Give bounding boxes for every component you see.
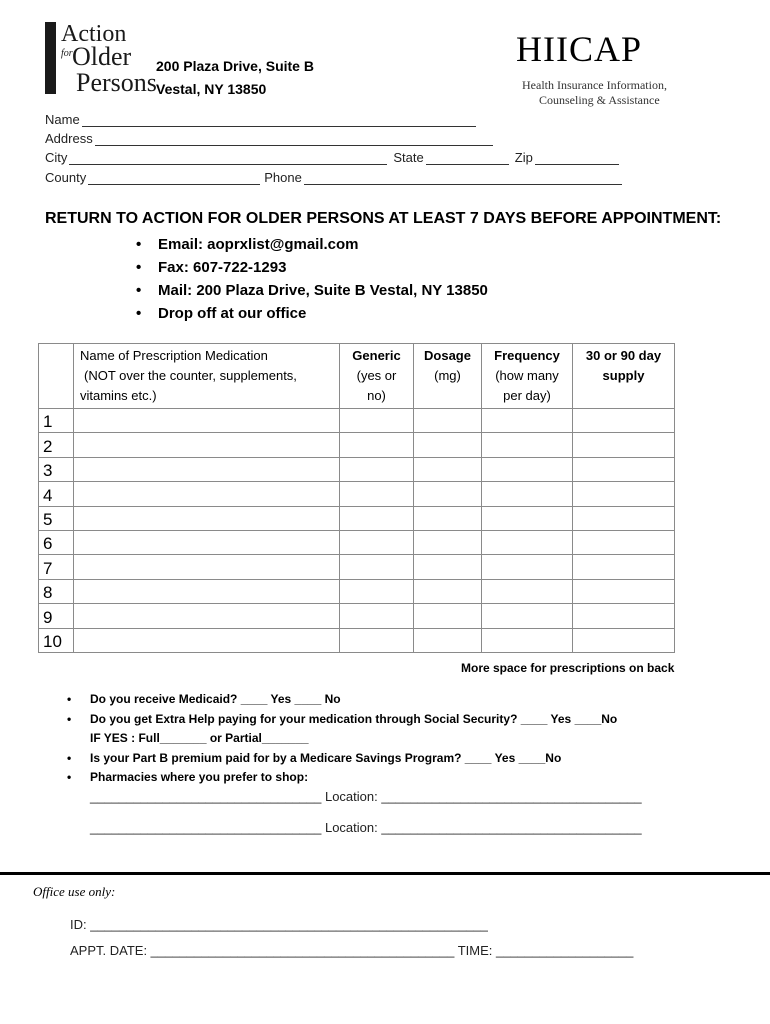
- generic-cell[interactable]: [340, 530, 414, 554]
- generic-cell[interactable]: [340, 628, 414, 652]
- zip-label: Zip: [514, 150, 533, 165]
- logo-older-text: Older: [72, 42, 132, 71]
- supply-header-line2: supply: [602, 368, 645, 383]
- supply-cell[interactable]: [573, 604, 675, 628]
- question-part-b-text: Is your Part B premium paid for by a Medicare Savings Program? ____ Yes ____No: [90, 750, 562, 765]
- question-medicaid-text: Do you receive Medicaid? ____ Yes ____ No: [90, 692, 341, 706]
- hiicap-subtitle-line1: Health Insurance Information,: [522, 78, 667, 92]
- generic-header-line1: Generic: [352, 348, 401, 363]
- logo-persons-text: Persons: [76, 68, 157, 97]
- question-extra-help-detail: [67, 729, 617, 749]
- name-field[interactable]: [82, 114, 476, 127]
- medication-cell[interactable]: [74, 457, 340, 481]
- org-address-line2: Vestal, NY 13850: [156, 81, 267, 97]
- row-number: 7: [39, 555, 74, 579]
- row-number: 4: [39, 482, 74, 506]
- hiicap-logo: HIICAP: [516, 29, 643, 69]
- row-number: 3: [39, 457, 74, 481]
- office-use-label: Office use only:: [33, 884, 116, 899]
- dosage-cell[interactable]: [414, 628, 482, 652]
- logo-bar: [45, 22, 56, 94]
- frequency-header-line3: per day): [503, 388, 551, 403]
- frequency-cell[interactable]: [482, 506, 573, 530]
- question-extra-help-text: Do you get Extra Help paying for your medication through Social Security? ____ Yes ____No: [90, 711, 618, 726]
- medication-cell[interactable]: [74, 482, 340, 506]
- dosage-cell[interactable]: [414, 433, 482, 457]
- pharmacy-line-2[interactable]: ________________________________ Location: ____________________________________: [90, 820, 642, 835]
- table-row: [39, 530, 675, 554]
- address-label: Address: [45, 131, 93, 146]
- state-field[interactable]: [426, 152, 509, 165]
- medication-cell[interactable]: [74, 530, 340, 554]
- supply-header-line1: 30 or 90 day: [585, 348, 662, 363]
- question-extra-help-detail-text: IF YES : Full_______ or Partial_______: [90, 731, 309, 745]
- table-row: [39, 409, 675, 433]
- bullet-icon: •: [67, 750, 72, 765]
- row-number: 9: [39, 604, 74, 628]
- medication-header-line2: (NOT over the counter, supplements,: [84, 368, 297, 383]
- generic-header-line2: (yes or: [356, 368, 397, 383]
- dosage-header: [414, 344, 482, 409]
- dosage-header-line2: (mg): [434, 368, 461, 383]
- more-space-note: More space for prescriptions on back: [461, 661, 675, 675]
- bullet-icon: •: [67, 770, 72, 784]
- medication-header-line3: vitamins etc.): [80, 388, 157, 403]
- pharmacy-line-1[interactable]: ________________________________ Location: ____________________________________: [90, 789, 642, 804]
- name-label: Name: [45, 112, 80, 127]
- supply-cell[interactable]: [573, 579, 675, 603]
- table-row: [39, 604, 675, 628]
- table-row: [39, 457, 675, 481]
- phone-label: Phone: [264, 170, 302, 185]
- table-row: [39, 433, 675, 457]
- generic-cell[interactable]: [340, 604, 414, 628]
- row-number: 2: [39, 433, 74, 457]
- supply-cell[interactable]: [573, 506, 675, 530]
- dosage-header-line1: Dosage: [424, 348, 471, 363]
- return-method-dropoff: • Drop off at our office: [136, 302, 488, 325]
- row-number: 6: [39, 530, 74, 554]
- return-method-mail: • Mail: 200 Plaza Drive, Suite B Vestal, NY 13850: [136, 279, 488, 302]
- generic-cell[interactable]: [340, 409, 414, 433]
- medication-cell[interactable]: [74, 579, 340, 603]
- frequency-cell[interactable]: [482, 409, 573, 433]
- questions-list: [67, 690, 617, 788]
- supply-cell[interactable]: [573, 409, 675, 433]
- dosage-cell[interactable]: [414, 604, 482, 628]
- return-heading: RETURN TO ACTION FOR OLDER PERSONS AT LEAST 7 DAYS BEFORE APPOINTMENT:: [45, 210, 722, 227]
- table-row: [39, 482, 675, 506]
- supply-cell[interactable]: [573, 433, 675, 457]
- phone-field[interactable]: [304, 172, 622, 185]
- table-row: [39, 555, 675, 579]
- address-row: [45, 131, 493, 146]
- medication-cell[interactable]: [74, 506, 340, 530]
- supply-cell[interactable]: [573, 457, 675, 481]
- row-number: 8: [39, 579, 74, 603]
- medication-cell[interactable]: [74, 409, 340, 433]
- name-row: [45, 112, 476, 127]
- frequency-header-line2: (how many: [495, 368, 559, 383]
- row-number: 1: [39, 409, 74, 433]
- dosage-cell[interactable]: [414, 457, 482, 481]
- frequency-cell[interactable]: [482, 433, 573, 457]
- row-number: 10: [39, 628, 74, 652]
- dosage-cell[interactable]: [414, 409, 482, 433]
- medication-cell[interactable]: [74, 555, 340, 579]
- dosage-cell[interactable]: [414, 555, 482, 579]
- return-method-email: • Email: aoprxlist@gmail.com: [136, 233, 488, 256]
- hiicap-subtitle-line2: Counseling & Assistance: [539, 93, 660, 107]
- frequency-cell[interactable]: [482, 530, 573, 554]
- bullet-icon: •: [67, 692, 72, 706]
- question-pharmacies: [67, 768, 617, 788]
- question-extra-help: [67, 710, 617, 730]
- question-medicaid: [67, 690, 617, 710]
- supply-cell[interactable]: [573, 530, 675, 554]
- generic-header: [340, 344, 414, 409]
- question-pharmacies-text: Pharmacies where you prefer to shop:: [90, 770, 309, 784]
- supply-header: [573, 344, 675, 409]
- medication-cell[interactable]: [74, 433, 340, 457]
- return-methods-list: [136, 233, 488, 325]
- medication-cell[interactable]: [74, 604, 340, 628]
- frequency-cell[interactable]: [482, 579, 573, 603]
- medication-cell[interactable]: [74, 628, 340, 652]
- frequency-cell[interactable]: [482, 457, 573, 481]
- logo-for-text: for: [61, 48, 73, 59]
- city-field[interactable]: [69, 152, 387, 165]
- return-method-fax: • Fax: 607-722-1293: [136, 256, 488, 279]
- dosage-cell[interactable]: [414, 530, 482, 554]
- state-label: State: [393, 150, 424, 165]
- table-header-row: [39, 344, 675, 409]
- row-number-header: [39, 344, 74, 409]
- org-address-line1: 200 Plaza Drive, Suite B: [156, 58, 314, 74]
- dosage-cell[interactable]: [414, 506, 482, 530]
- supply-cell[interactable]: [573, 555, 675, 579]
- county-field[interactable]: [88, 172, 260, 185]
- generic-cell[interactable]: [340, 506, 414, 530]
- city-label: City: [45, 150, 68, 165]
- frequency-cell[interactable]: [482, 628, 573, 652]
- generic-cell[interactable]: [340, 457, 414, 481]
- dosage-cell[interactable]: [414, 482, 482, 506]
- medication-name-header: [74, 344, 340, 409]
- generic-header-line3: no): [367, 388, 386, 403]
- frequency-cell[interactable]: [482, 482, 573, 506]
- zip-field[interactable]: [535, 152, 619, 165]
- generic-cell[interactable]: [340, 579, 414, 603]
- frequency-header: [482, 344, 573, 409]
- generic-cell[interactable]: [340, 555, 414, 579]
- dosage-cell[interactable]: [414, 579, 482, 603]
- city-row: [45, 150, 619, 165]
- prescription-table: [38, 343, 675, 653]
- generic-cell[interactable]: [340, 433, 414, 457]
- bullet-icon: •: [67, 711, 72, 726]
- office-divider: [0, 872, 770, 875]
- office-id-line[interactable]: ID: _______________________________________________________: [70, 917, 488, 932]
- frequency-header-line1: Frequency: [494, 348, 560, 363]
- generic-cell[interactable]: [340, 482, 414, 506]
- table-row: [39, 506, 675, 530]
- county-label: County: [45, 170, 87, 185]
- supply-cell[interactable]: [573, 482, 675, 506]
- frequency-cell[interactable]: [482, 604, 573, 628]
- medication-header-line1: Name of Prescription Medication: [80, 348, 268, 363]
- county-row: [45, 170, 622, 185]
- frequency-cell[interactable]: [482, 555, 573, 579]
- address-field[interactable]: [95, 133, 493, 146]
- question-part-b: [67, 749, 617, 769]
- office-appt-line[interactable]: APPT. DATE: __________________________________________ TIME: ___________________: [70, 943, 634, 958]
- table-row: [39, 579, 675, 603]
- logo-action-text: Action: [61, 21, 127, 47]
- table-row: [39, 628, 675, 652]
- row-number: 5: [39, 506, 74, 530]
- supply-cell[interactable]: [573, 628, 675, 652]
